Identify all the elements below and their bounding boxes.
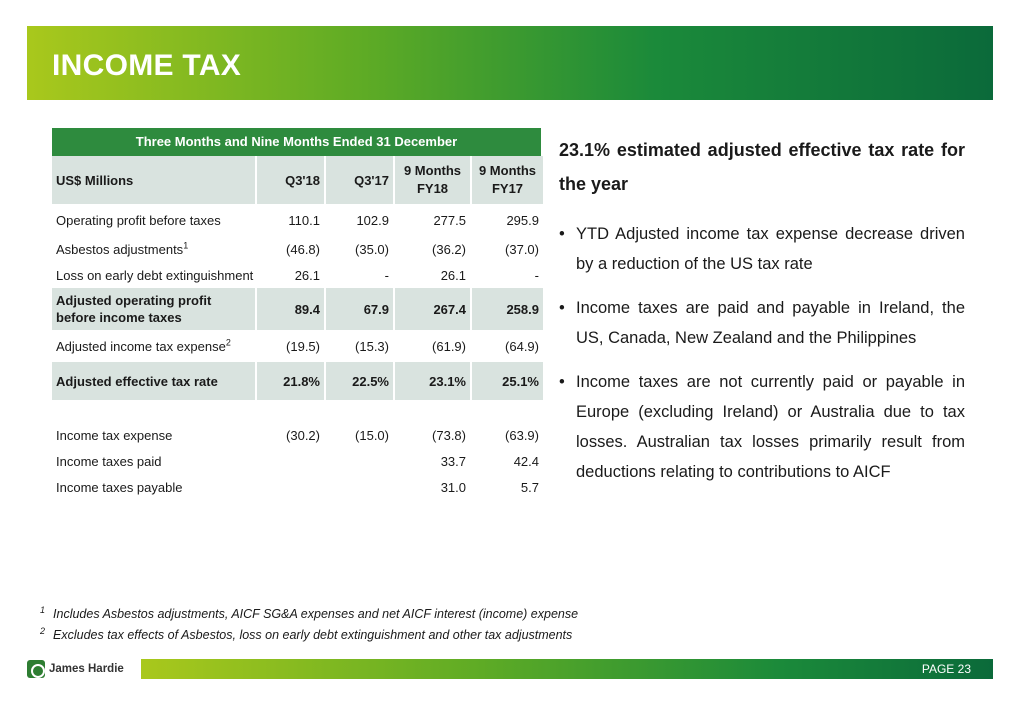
cell-value: (73.8) <box>432 427 466 443</box>
cell-value: 26.1 <box>294 267 320 283</box>
footnote-number: 2 <box>40 626 46 637</box>
column-header <box>395 156 470 204</box>
cell-value: 5.7 <box>520 479 539 495</box>
cell-value: (19.5) <box>286 338 320 354</box>
footnote <box>40 623 578 644</box>
cell-value: 267.4 <box>395 288 470 330</box>
cell-value: 25.1% <box>472 362 543 400</box>
row-label: Loss on early debt extinguishment <box>56 267 254 283</box>
cell-value: 26.1 <box>440 267 466 283</box>
table-row <box>52 474 543 500</box>
table-row <box>52 448 543 474</box>
row-label <box>52 236 255 262</box>
row-label: Operating profit before taxes <box>56 212 221 228</box>
cell-value: 258.9 <box>472 288 543 330</box>
cell-value: (63.9) <box>505 427 539 443</box>
bullet-icon: • <box>559 373 565 391</box>
cell-value: (15.0) <box>355 427 389 443</box>
bullet-text: Income taxes are not currently paid or payable in Europe (excluding Ireland) or Australia due to tax losses. Australian tax losses primarily result from deductions relating to contributions to AICF <box>576 373 965 481</box>
column-header-line: 9 Months <box>478 163 537 178</box>
cell-value: (61.9) <box>432 338 466 354</box>
cell-value: 42.4 <box>513 453 539 469</box>
bullet-item <box>559 367 965 487</box>
row-label: Adjusted effective tax rate <box>52 362 255 400</box>
row-label <box>52 330 255 362</box>
table-row-highlight <box>52 362 543 400</box>
table-header-row <box>52 156 543 204</box>
bullet-text: YTD Adjusted income tax expense decrease driven by a reduction of the US tax rate <box>576 225 965 273</box>
row-label-text: Adjusted income tax expense <box>56 338 226 354</box>
row-label: Income taxes paid <box>56 453 162 469</box>
row-label-text: Adjusted operating profit <box>56 293 212 308</box>
bullet-list <box>559 219 965 487</box>
bullet-text: Income taxes are paid and payable in Ireland, the US, Canada, New Zealand and the Philippines <box>576 299 965 347</box>
cell-value: 22.5% <box>326 362 393 400</box>
cell-value: 89.4 <box>257 288 324 330</box>
cell-value: 67.9 <box>326 288 393 330</box>
footnote-text: Includes Asbestos adjustments, AICF SG&A expenses and net AICF interest (income) expense <box>53 607 579 622</box>
page-number: PAGE 23 <box>921 662 971 676</box>
spacer-cell <box>52 400 543 422</box>
cell-value: - <box>534 267 539 283</box>
column-header: Q3'18 <box>257 156 324 204</box>
row-label <box>52 288 255 330</box>
cell-value: 110.1 <box>288 212 320 228</box>
commentary-panel <box>559 133 965 501</box>
footnotes <box>40 602 578 644</box>
headline: 23.1% estimated adjusted effective tax rate for the year <box>559 140 965 194</box>
bullet-icon: • <box>559 299 565 317</box>
table-row <box>52 422 543 448</box>
cell-value: (64.9) <box>505 338 539 354</box>
footnote-text: Excludes tax effects of Asbestos, loss on early debt extinguishment and other tax adjustments <box>53 628 573 643</box>
table-row <box>52 262 543 288</box>
footer-bar <box>141 659 993 679</box>
bullet-item <box>559 219 965 279</box>
row-label: Income tax expense <box>56 427 173 443</box>
row-label-text: before income taxes <box>56 310 182 325</box>
cell-value: (36.2) <box>432 241 466 257</box>
footnote-marker: 2 <box>225 337 231 348</box>
cell-value: (30.2) <box>286 427 320 443</box>
footnote <box>40 602 578 623</box>
column-header: Q3'17 <box>326 156 393 204</box>
cell-value: (35.0) <box>355 241 389 257</box>
cell-value: 295.9 <box>506 212 539 228</box>
james-hardie-logo-icon <box>27 660 45 678</box>
table-row <box>52 236 543 262</box>
cell-value: 21.8% <box>257 362 324 400</box>
page-title: INCOME TAX <box>52 49 242 82</box>
cell-value: (37.0) <box>505 241 539 257</box>
footnote-marker: 1 <box>183 240 189 251</box>
cell-value: 31.0 <box>440 479 466 495</box>
cell-value <box>326 448 393 474</box>
cell-value: (46.8) <box>286 241 320 257</box>
spacer-row <box>52 400 543 422</box>
table-row <box>52 330 543 362</box>
row-label: Income taxes payable <box>56 479 183 495</box>
table-row-highlight <box>52 288 543 330</box>
income-tax-table <box>52 128 541 500</box>
company-logo <box>27 659 137 679</box>
table-row <box>52 204 543 236</box>
title-banner <box>27 26 993 100</box>
cell-value: - <box>384 267 389 283</box>
table-caption: Three Months and Nine Months Ended 31 December <box>52 128 541 156</box>
bullet-icon: • <box>559 225 565 243</box>
column-header: US$ Millions <box>52 156 255 204</box>
column-header <box>472 156 543 204</box>
logo-text: James Hardie <box>49 663 124 675</box>
row-label-text: Asbestos adjustments <box>56 241 184 257</box>
column-header-line: FY18 <box>416 181 449 196</box>
bullet-item <box>559 293 965 353</box>
cell-value <box>257 474 324 500</box>
cell-value <box>326 474 393 500</box>
column-header-line: 9 Months <box>403 163 462 178</box>
cell-value: (15.3) <box>355 338 389 354</box>
cell-value: 23.1% <box>395 362 470 400</box>
column-header-line: FY17 <box>491 181 524 196</box>
cell-value: 277.5 <box>433 212 466 228</box>
cell-value: 102.9 <box>356 212 389 228</box>
footnote-number: 1 <box>40 605 46 615</box>
data-table <box>50 156 545 500</box>
cell-value <box>257 448 324 474</box>
cell-value: 33.7 <box>440 453 466 469</box>
